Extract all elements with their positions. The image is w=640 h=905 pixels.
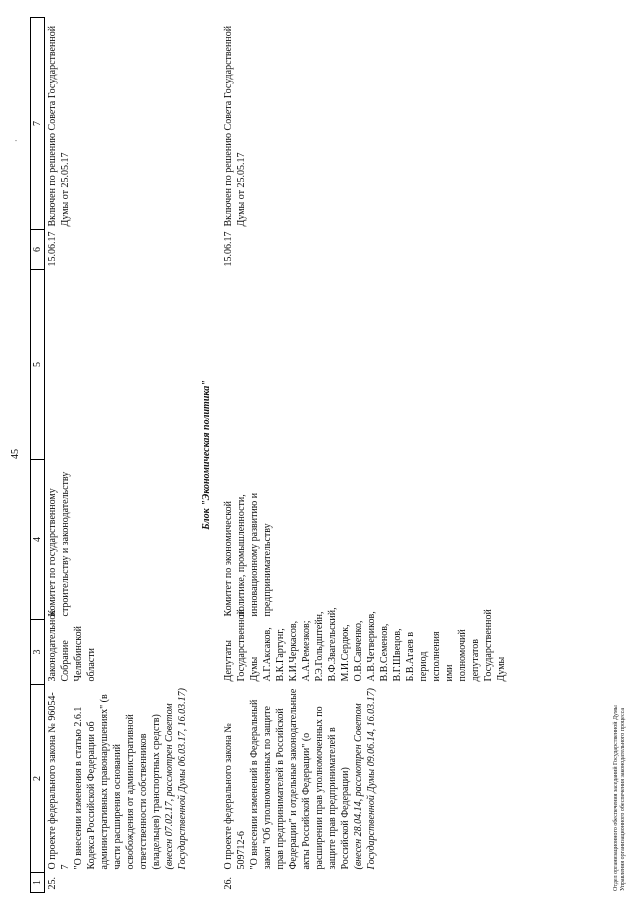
column-header: 5 (31, 270, 45, 460)
bill-title: О проекте федерального закона № 509712-6 (223, 723, 247, 870)
initiator-cell: Депутаты Государственной Думы А.Г.Аксаков, В.К.Гартунг, К.И.Черкасов, А.А.Ремезков; Р.Э.Гольдштейн, В.Ф.Звагельский, М.И.Сердюк, О.В.Савченко, А.В.Четвериков, В.В.Семенов, В.Г.Швецов, Б.В.Агаев в период исполнения ими полномочий депутатов Государственной Думы (223, 607, 507, 682)
committee-cell: Комитет по экономической политике, промышленности, инновационному развитию и предпринимательству (223, 492, 273, 617)
column-header: 2 (31, 685, 45, 873)
row-number: 25. (47, 877, 58, 890)
basis-cell: Включен по решению Совета Государственной Думы от 25.05.17 (47, 25, 71, 227)
basis-cell: Включен по решению Совета Государственной Думы от 25.05.17 (223, 25, 247, 227)
page-number: 45 (10, 449, 21, 459)
bill-cell (221, 685, 509, 873)
table-row (221, 18, 509, 893)
column-header: 1 (31, 873, 45, 893)
block-heading-row (190, 18, 221, 893)
initiator-cell: Законодательное Собрание Челябинской области (47, 610, 97, 682)
bill-text: "О внесении изменения в статью 2.6.1 Кодекса Российской Федерации об административных правонарушениях" (в части расширения оснований освобождения от административной ответственности собственников (владельцев) транспортных средств) (73, 694, 162, 870)
column-header: 6 (31, 230, 45, 270)
table-row (45, 18, 191, 893)
bill-text: "О внесении изменений в Федеральный закон "Об уполномоченных по защите прав предпринимателей в Российской Федерации" и отдельные законодательные акты Российской Федерации" (о расширении прав уполномоченных по защите прав предпринимателей в Российской Федерации) (249, 688, 351, 870)
stray-mark: · (12, 139, 21, 142)
agenda-table (30, 17, 509, 893)
bill-note: (внесен 28.04.14, рассмотрен Советом Государственной Думы 09.06.14, 16.03.17) (353, 688, 377, 870)
committee-cell: Комитет по государственному строительству и законодательству (47, 471, 71, 617)
column-number-row (31, 18, 45, 893)
date-cell: 15.06.17 (47, 231, 58, 267)
bill-title: О проекте федерального закона № 96054-7 (47, 692, 71, 870)
column-header: 3 (31, 620, 45, 685)
footer (613, 491, 627, 891)
bill-cell (45, 685, 191, 873)
block-title: Блок "Экономическая политика" (201, 380, 212, 530)
row-number: 26. (223, 877, 234, 890)
column-5-cell (45, 270, 191, 460)
footer-line: Управления организационного обеспечения законодательного процесса (620, 707, 626, 891)
column-5-cell (221, 270, 509, 460)
bill-note: (внесен 07.02.17, рассмотрен Советом Государственной Думы 06.03.17, 16.03.17) (164, 688, 188, 870)
column-header: 4 (31, 460, 45, 620)
column-header: 7 (31, 18, 45, 230)
date-cell: 15.06.17 (223, 231, 234, 267)
footer-line: Отдел организационного обеспечения заседаний Государственной Думы (613, 705, 619, 891)
